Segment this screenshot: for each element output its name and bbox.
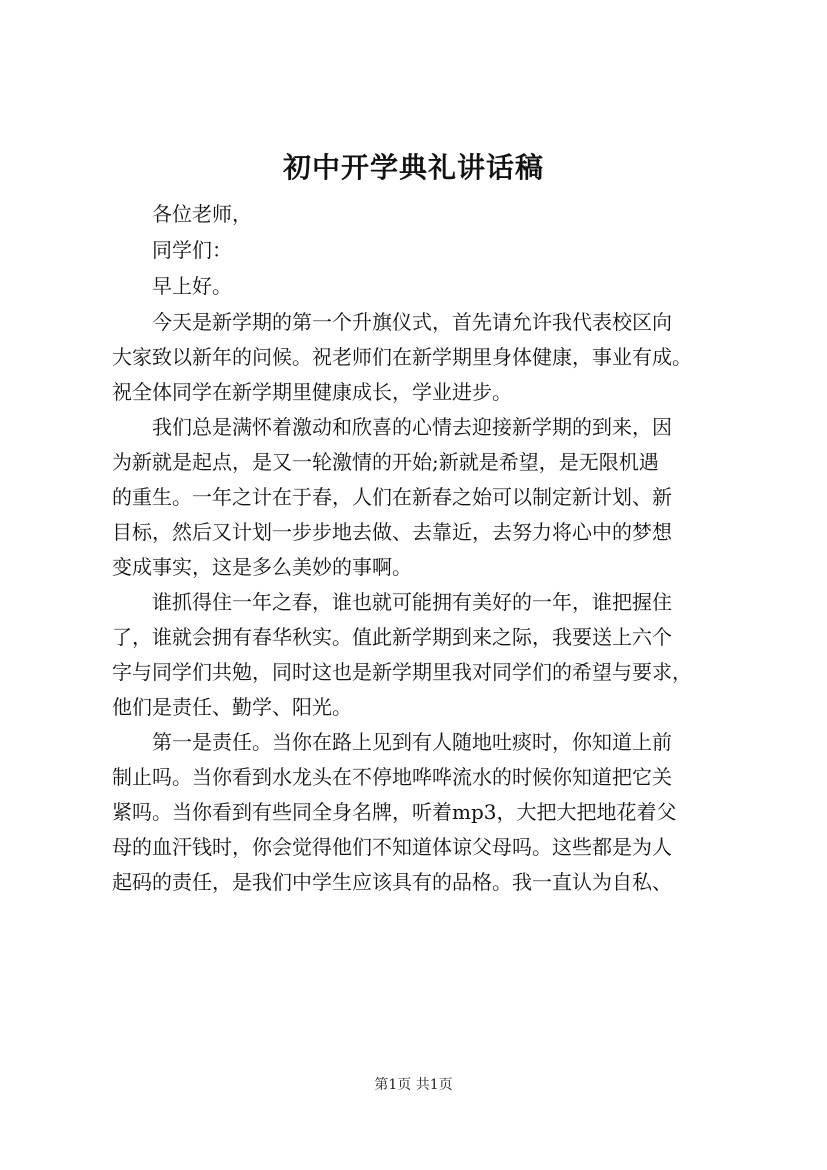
paragraph-greeting-teachers <box>112 197 718 232</box>
text-line: 为新就是起点，是又一轮激情的开始;新就是希望，是无限机遇 <box>112 450 659 474</box>
paragraph-greeting-students <box>112 233 718 268</box>
text-line: 了，谁就会拥有春华秋实。值此新学期到来之际，我要送上六个 <box>112 625 672 649</box>
text-line: 字与同学们共勉，同时这也是新学期里我对同学们的希望与要求， <box>112 660 692 684</box>
document-body <box>112 197 718 900</box>
text-line: 谁抓得住一年之春，谁也就可能拥有美好的一年，谁把握住 <box>152 590 672 614</box>
text-line: 同学们： <box>152 238 232 262</box>
text-line: 大家致以新年的问候。祝老师们在新学期里身体健康，事业有成。 <box>112 345 692 369</box>
text-line: 各位老师， <box>152 202 252 226</box>
text-line: 今天是新学期的第一个升旗仪式，首先请允许我代表校区向 <box>152 310 672 334</box>
paragraph-responsibility <box>112 725 718 900</box>
text-line: 制止吗。当你看到水龙头在不停地哗哗流水的时候你知道把它关 <box>112 765 672 789</box>
text-line: 紧吗。当你看到有些同全身名牌，听着mp3，大把大把地花着父 <box>112 800 677 824</box>
text-line: 目标，然后又计划一步步地去做、去靠近，去努力将心中的梦想 <box>112 520 672 544</box>
text-line: 早上好。 <box>152 274 232 298</box>
text-line: 第一是责任。当你在路上见到有人随地吐痰时，你知道上前 <box>152 730 672 754</box>
text-line: 的重生。一年之计在于春，人们在新春之始可以制定新计划、新 <box>112 485 672 509</box>
page-footer: 第1页 共1页 <box>374 1077 453 1093</box>
paragraph-six-characters <box>112 585 718 725</box>
text-line: 起码的责任，是我们中学生应该具有的品格。我一直认为自私、 <box>112 870 672 894</box>
paragraph-new-beginning <box>112 410 718 585</box>
text-line: 祝全体同学在新学期里健康成长，学业进步。 <box>112 380 512 404</box>
text-line: 变成事实，这是多么美妙的事啊。 <box>112 555 412 579</box>
paragraph-greeting-morning <box>112 269 718 304</box>
text-line: 他们是责任、勤学、阳光。 <box>112 695 352 719</box>
text-line: 母的血汗钱时，你会觉得他们不知道体谅父母吗。这些都是为人 <box>112 835 672 859</box>
page-title: 初中开学典礼讲话稿 <box>282 151 544 184</box>
paragraph-new-semester <box>112 305 718 410</box>
text-line: 我们总是满怀着激动和欣喜的心情去迎接新学期的到来，因 <box>152 415 672 439</box>
